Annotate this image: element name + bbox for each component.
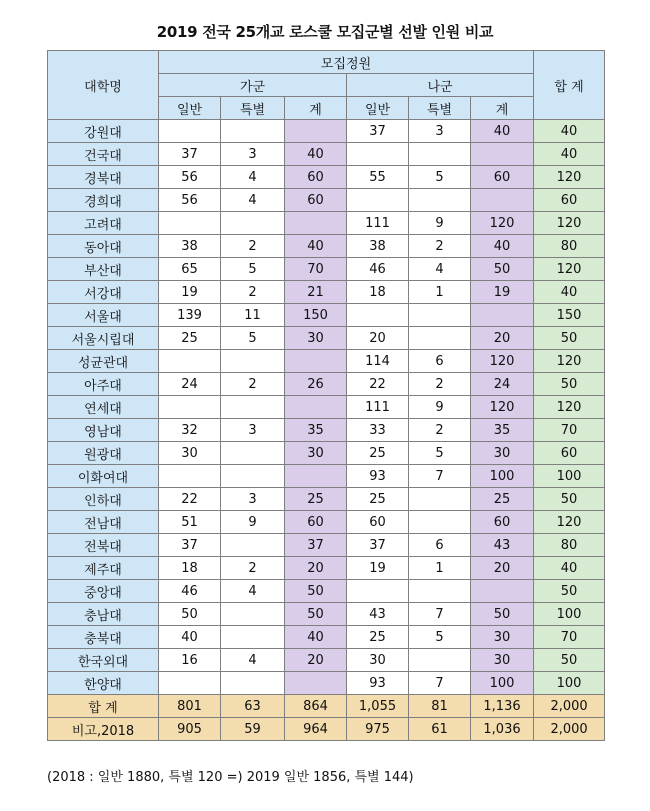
na-sum-cell: 40 [471, 235, 534, 258]
ga-general-cell: 51 [159, 511, 221, 534]
ga-sum-cell [285, 212, 347, 235]
university-name: 아주대 [48, 373, 159, 396]
row-total-cell: 100 [534, 672, 605, 695]
row-total-cell: 50 [534, 327, 605, 350]
ga-general-cell: 56 [159, 166, 221, 189]
na-sum-cell [471, 580, 534, 603]
na-special-cell: 2 [409, 373, 471, 396]
ga-special-cell: 3 [221, 419, 285, 442]
na-general-cell: 18 [347, 281, 409, 304]
ga-sum-cell: 40 [285, 143, 347, 166]
university-name: 서강대 [48, 281, 159, 304]
table-row [48, 166, 605, 189]
ga-general-cell: 30 [159, 442, 221, 465]
row-total-cell: 60 [534, 442, 605, 465]
header-university: 대학명 [48, 51, 159, 120]
university-name: 한양대 [48, 672, 159, 695]
na-special-cell: 5 [409, 166, 471, 189]
na-sum-cell: 24 [471, 373, 534, 396]
ga-general-cell [159, 465, 221, 488]
na-special-cell [409, 488, 471, 511]
university-name: 인하대 [48, 488, 159, 511]
ga-sum-cell: 50 [285, 580, 347, 603]
table-row [48, 304, 605, 327]
ga-sum-cell [285, 120, 347, 143]
university-name: 전남대 [48, 511, 159, 534]
ga-general-cell [159, 672, 221, 695]
ga-sum-cell [285, 672, 347, 695]
na-special-cell: 4 [409, 258, 471, 281]
ga-special-cell [221, 534, 285, 557]
university-name: 제주대 [48, 557, 159, 580]
ga-sum-cell: 20 [285, 649, 347, 672]
ga-special-cell: 9 [221, 511, 285, 534]
table-row [48, 580, 605, 603]
university-name: 성균관대 [48, 350, 159, 373]
table-body [48, 120, 605, 741]
na-general-cell: 93 [347, 672, 409, 695]
ga-sum-cell: 40 [285, 626, 347, 649]
table-row [48, 419, 605, 442]
table-row [48, 442, 605, 465]
ga-general-cell: 18 [159, 557, 221, 580]
footer-value-cell: 1,036 [471, 718, 534, 741]
header-na-sum: 계 [471, 97, 534, 120]
ga-sum-cell: 60 [285, 189, 347, 212]
ga-sum-cell: 50 [285, 603, 347, 626]
ga-general-cell: 38 [159, 235, 221, 258]
ga-special-cell [221, 672, 285, 695]
ga-special-cell: 2 [221, 235, 285, 258]
table-row [48, 373, 605, 396]
footer-label: 합 계 [48, 695, 159, 718]
na-sum-cell: 60 [471, 166, 534, 189]
na-general-cell: 22 [347, 373, 409, 396]
na-general-cell: 46 [347, 258, 409, 281]
ga-special-cell: 4 [221, 580, 285, 603]
ga-sum-cell: 70 [285, 258, 347, 281]
university-name: 연세대 [48, 396, 159, 419]
ga-special-cell: 3 [221, 143, 285, 166]
na-general-cell: 30 [347, 649, 409, 672]
university-name: 경북대 [48, 166, 159, 189]
ga-special-cell [221, 603, 285, 626]
university-name: 충남대 [48, 603, 159, 626]
na-special-cell: 7 [409, 672, 471, 695]
header-ga-special: 특별 [221, 97, 285, 120]
footer-value-cell: 2,000 [534, 718, 605, 741]
row-total-cell: 120 [534, 350, 605, 373]
na-general-cell: 114 [347, 350, 409, 373]
na-sum-cell [471, 143, 534, 166]
footer-value-cell: 2,000 [534, 695, 605, 718]
na-general-cell: 111 [347, 396, 409, 419]
university-name: 건국대 [48, 143, 159, 166]
ga-special-cell [221, 626, 285, 649]
ga-special-cell [221, 350, 285, 373]
comparison-2018-row [48, 718, 605, 741]
na-special-cell: 2 [409, 419, 471, 442]
ga-sum-cell: 60 [285, 511, 347, 534]
na-sum-cell: 20 [471, 327, 534, 350]
ga-sum-cell: 35 [285, 419, 347, 442]
na-special-cell [409, 327, 471, 350]
row-total-cell: 60 [534, 189, 605, 212]
university-name: 고려대 [48, 212, 159, 235]
na-special-cell: 3 [409, 120, 471, 143]
ga-special-cell: 4 [221, 649, 285, 672]
na-general-cell [347, 580, 409, 603]
row-total-cell: 150 [534, 304, 605, 327]
ga-general-cell: 32 [159, 419, 221, 442]
na-sum-cell: 50 [471, 603, 534, 626]
na-special-cell [409, 649, 471, 672]
university-name: 한국외대 [48, 649, 159, 672]
university-name: 경희대 [48, 189, 159, 212]
header-na: 나군 [347, 74, 534, 97]
na-general-cell: 111 [347, 212, 409, 235]
university-name: 서울대 [48, 304, 159, 327]
ga-general-cell: 22 [159, 488, 221, 511]
ga-sum-cell: 30 [285, 442, 347, 465]
ga-special-cell [221, 396, 285, 419]
ga-sum-cell [285, 350, 347, 373]
university-name: 이화여대 [48, 465, 159, 488]
university-name: 강원대 [48, 120, 159, 143]
row-total-cell: 50 [534, 488, 605, 511]
ga-general-cell [159, 212, 221, 235]
ga-special-cell: 4 [221, 166, 285, 189]
na-sum-cell [471, 189, 534, 212]
na-general-cell: 38 [347, 235, 409, 258]
footer-value-cell: 975 [347, 718, 409, 741]
university-name: 전북대 [48, 534, 159, 557]
ga-sum-cell: 25 [285, 488, 347, 511]
ga-general-cell: 46 [159, 580, 221, 603]
na-special-cell: 9 [409, 212, 471, 235]
ga-special-cell: 4 [221, 189, 285, 212]
row-total-cell: 120 [534, 258, 605, 281]
header-ga-sum: 계 [285, 97, 347, 120]
row-total-cell: 40 [534, 143, 605, 166]
header-na-general: 일반 [347, 97, 409, 120]
na-general-cell: 25 [347, 442, 409, 465]
na-general-cell: 43 [347, 603, 409, 626]
na-general-cell [347, 143, 409, 166]
na-general-cell: 93 [347, 465, 409, 488]
na-sum-cell: 20 [471, 557, 534, 580]
na-sum-cell: 60 [471, 511, 534, 534]
ga-special-cell: 5 [221, 258, 285, 281]
na-special-cell [409, 189, 471, 212]
na-general-cell [347, 304, 409, 327]
na-sum-cell: 25 [471, 488, 534, 511]
na-sum-cell: 30 [471, 442, 534, 465]
na-special-cell: 7 [409, 603, 471, 626]
header-quota: 모집정원 [159, 51, 534, 74]
university-name: 부산대 [48, 258, 159, 281]
ga-general-cell: 40 [159, 626, 221, 649]
page-title: 2019 전국 25개교 로스쿨 모집군별 선발 인원 비교 [156, 23, 494, 41]
footer-label: 비고,2018 [48, 718, 159, 741]
na-sum-cell: 30 [471, 626, 534, 649]
na-sum-cell: 100 [471, 465, 534, 488]
footer-value-cell: 1,136 [471, 695, 534, 718]
row-total-cell: 120 [534, 166, 605, 189]
na-special-cell [409, 580, 471, 603]
na-sum-cell: 120 [471, 350, 534, 373]
footer-value-cell: 864 [285, 695, 347, 718]
na-special-cell: 6 [409, 350, 471, 373]
row-total-cell: 120 [534, 511, 605, 534]
table-row [48, 511, 605, 534]
table-row [48, 534, 605, 557]
ga-sum-cell: 26 [285, 373, 347, 396]
row-total-cell: 120 [534, 212, 605, 235]
row-total-cell: 100 [534, 603, 605, 626]
footer-value-cell: 81 [409, 695, 471, 718]
row-total-cell: 50 [534, 373, 605, 396]
row-total-cell: 70 [534, 419, 605, 442]
row-total-cell: 40 [534, 281, 605, 304]
footer-value-cell: 59 [221, 718, 285, 741]
na-general-cell: 37 [347, 534, 409, 557]
quota-table [47, 50, 605, 741]
footer-value-cell: 905 [159, 718, 221, 741]
table-row [48, 189, 605, 212]
na-general-cell: 25 [347, 626, 409, 649]
na-general-cell: 25 [347, 488, 409, 511]
ga-general-cell: 50 [159, 603, 221, 626]
table-row [48, 626, 605, 649]
ga-general-cell: 139 [159, 304, 221, 327]
table-row [48, 212, 605, 235]
na-special-cell: 1 [409, 557, 471, 580]
table-row [48, 327, 605, 350]
table-row [48, 143, 605, 166]
na-sum-cell: 30 [471, 649, 534, 672]
table-row [48, 672, 605, 695]
table-row [48, 258, 605, 281]
table-row [48, 120, 605, 143]
table-row [48, 235, 605, 258]
ga-sum-cell: 30 [285, 327, 347, 350]
na-special-cell [409, 511, 471, 534]
row-total-cell: 80 [534, 235, 605, 258]
footer-value-cell: 801 [159, 695, 221, 718]
na-general-cell: 33 [347, 419, 409, 442]
footer-value-cell: 61 [409, 718, 471, 741]
na-special-cell: 9 [409, 396, 471, 419]
na-sum-cell: 120 [471, 212, 534, 235]
ga-special-cell [221, 442, 285, 465]
na-special-cell: 2 [409, 235, 471, 258]
ga-special-cell [221, 465, 285, 488]
university-name: 서울시립대 [48, 327, 159, 350]
table-row [48, 465, 605, 488]
na-sum-cell: 40 [471, 120, 534, 143]
footer-value-cell: 63 [221, 695, 285, 718]
university-name: 충북대 [48, 626, 159, 649]
na-general-cell: 60 [347, 511, 409, 534]
na-sum-cell [471, 304, 534, 327]
ga-special-cell: 11 [221, 304, 285, 327]
row-total-cell: 70 [534, 626, 605, 649]
na-special-cell: 7 [409, 465, 471, 488]
ga-sum-cell: 60 [285, 166, 347, 189]
ga-sum-cell [285, 396, 347, 419]
ga-sum-cell: 21 [285, 281, 347, 304]
university-name: 영남대 [48, 419, 159, 442]
na-special-cell [409, 143, 471, 166]
university-name: 원광대 [48, 442, 159, 465]
ga-special-cell: 2 [221, 557, 285, 580]
na-special-cell: 1 [409, 281, 471, 304]
table-row [48, 488, 605, 511]
ga-general-cell [159, 396, 221, 419]
ga-sum-cell: 40 [285, 235, 347, 258]
ga-special-cell: 5 [221, 327, 285, 350]
na-general-cell: 55 [347, 166, 409, 189]
ga-general-cell: 16 [159, 649, 221, 672]
ga-general-cell: 37 [159, 143, 221, 166]
ga-special-cell [221, 120, 285, 143]
table-row [48, 396, 605, 419]
header-ga-general: 일반 [159, 97, 221, 120]
row-total-cell: 50 [534, 649, 605, 672]
ga-general-cell [159, 350, 221, 373]
na-sum-cell: 35 [471, 419, 534, 442]
ga-general-cell: 65 [159, 258, 221, 281]
ga-general-cell: 56 [159, 189, 221, 212]
footer-value-cell: 964 [285, 718, 347, 741]
footnote: (2018 : 일반 1880, 특별 120 =) 2019 일반 1856, 특별 144) [47, 770, 414, 785]
header-total: 합 계 [534, 51, 605, 120]
na-sum-cell: 43 [471, 534, 534, 557]
ga-sum-cell: 150 [285, 304, 347, 327]
row-total-cell: 40 [534, 120, 605, 143]
ga-special-cell: 2 [221, 281, 285, 304]
footer-value-cell: 1,055 [347, 695, 409, 718]
ga-special-cell [221, 212, 285, 235]
university-name: 중앙대 [48, 580, 159, 603]
table-row [48, 649, 605, 672]
header-ga: 가군 [159, 74, 347, 97]
ga-general-cell: 25 [159, 327, 221, 350]
ga-sum-cell: 37 [285, 534, 347, 557]
na-general-cell: 19 [347, 557, 409, 580]
header-na-special: 특별 [409, 97, 471, 120]
na-special-cell: 6 [409, 534, 471, 557]
row-total-cell: 40 [534, 557, 605, 580]
table-row [48, 603, 605, 626]
table-row [48, 281, 605, 304]
na-general-cell: 37 [347, 120, 409, 143]
ga-general-cell: 24 [159, 373, 221, 396]
ga-special-cell: 3 [221, 488, 285, 511]
table-row [48, 557, 605, 580]
na-sum-cell: 50 [471, 258, 534, 281]
row-total-cell: 100 [534, 465, 605, 488]
na-special-cell [409, 304, 471, 327]
university-name: 동아대 [48, 235, 159, 258]
na-special-cell: 5 [409, 626, 471, 649]
ga-general-cell [159, 120, 221, 143]
row-total-cell: 50 [534, 580, 605, 603]
grand-total-row [48, 695, 605, 718]
na-sum-cell: 100 [471, 672, 534, 695]
na-general-cell: 20 [347, 327, 409, 350]
na-special-cell: 5 [409, 442, 471, 465]
ga-sum-cell: 20 [285, 557, 347, 580]
na-general-cell [347, 189, 409, 212]
row-total-cell: 120 [534, 396, 605, 419]
ga-general-cell: 37 [159, 534, 221, 557]
table-row [48, 350, 605, 373]
ga-special-cell: 2 [221, 373, 285, 396]
ga-general-cell: 19 [159, 281, 221, 304]
na-sum-cell: 19 [471, 281, 534, 304]
na-sum-cell: 120 [471, 396, 534, 419]
row-total-cell: 80 [534, 534, 605, 557]
ga-sum-cell [285, 465, 347, 488]
